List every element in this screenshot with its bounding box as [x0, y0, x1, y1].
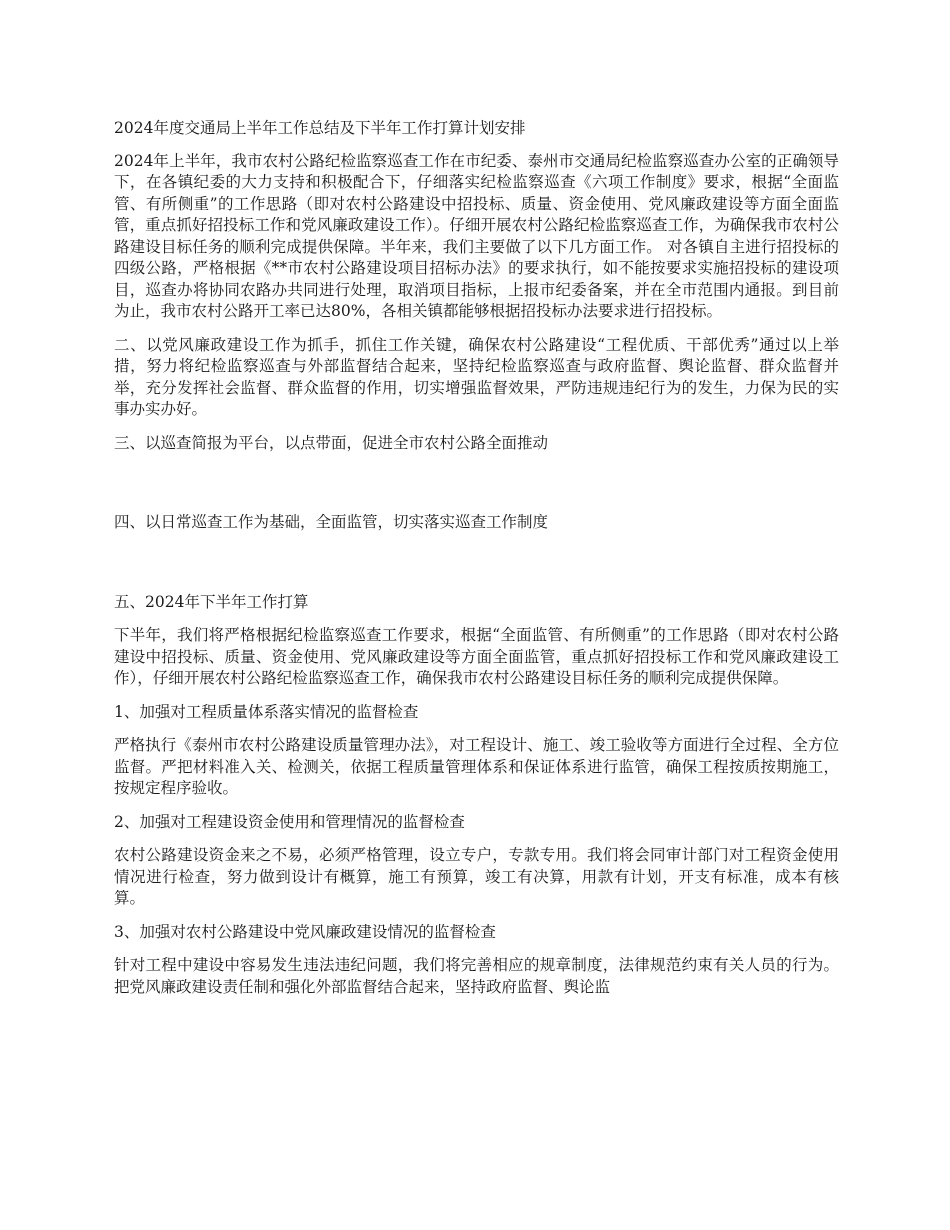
blank-space: [114, 466, 839, 512]
paragraph-item-2: 农村公路建设资金来之不易，必须严格管理，设立专户，专款专用。我们将会同审计部门对工程资金使用情况进行检查，努力做到设计有概算，施工有预算，竣工有决算，用款有计划，开支有标准，成本有核算。: [114, 846, 839, 907]
heading-item-3: 3、加强对农村公路建设中党风廉政建设情况的监督检查: [114, 922, 496, 941]
document-page: [114, 118, 839, 1010]
paragraph-section-2: 二、以党风廉政建设工作为抓手，抓住工作关键，确保农村公路建设“工程优质、干部优秀”通过以上举措，努力将纪检监察巡查与外部监督结合起来，坚持纪检监察巡查与政府监督、舆论监督、群众监督并举，充分发挥社会监督、群众监督的作用，切实增强监督效果，严防违规违纪行为的发生，力保为民的实事办实办好。: [114, 335, 839, 418]
heading-section-4: 四、以日常巡查工作为基础，全面监管，切实落实巡查工作制度: [114, 513, 549, 531]
heading-item-1: 1、加强对工程质量体系落实情况的监督检查: [114, 702, 419, 721]
blank-space: [114, 546, 839, 592]
paragraph-item-3: 针对工程中建设中容易发生违法违纪问题，我们将完善相应的规章制度，法律规范约束有关人员的行为。把党风廉政建设责任制和强化外部监督结合起来，坚持政府监督、舆论监: [114, 956, 839, 996]
paragraph-second-half-plan: 下半年，我们将严格根据纪检监察巡查工作要求，根据“全面监管、有所侧重”的工作思路（即对农村公路建设中招投标、质量、资金使用、党风廉政建设等方面全面监管，重点抓好招投标工作和党风廉政建设工作），仔细开展农村公路纪检监察巡查工作，确保我市农村公路建设目标任务的顺利完成提供保障。: [114, 626, 839, 687]
paragraph-intro: 2024年上半年，我市农村公路纪检监察巡查工作在市纪委、泰州市交通局纪检监察巡查办公室的正确领导下，在各镇纪委的大力支持和积极配合下，仔细落实纪检监察巡查《六项工作制度》要求，根据“全面监管、有所侧重”的工作思路（即对农村公路建设中招投标、质量、资金使用、党风廉政建设等方面全面监管，重点抓好招投标工作和党风廉政建设工作）。仔细开展农村公路纪检监察巡查工作，为确保我市农村公路建设目标任务的顺利完成提供保障。半年来，我们主要做了以下几方面工作。 对各镇自主进行招投标的四级公路，严格根据《**市农村公路建设项目招标办法》的要求执行，如不能按要求实施招投标的建设项目，巡查办将协同农路办共同进行处理，取消项目指标，上报市纪委备案，并在全市范围内通报。到目前为止，我市农村公路开工率已达80%，各相关镇都能够根据招投标办法要求进行招投标。: [114, 151, 839, 320]
heading-section-3: 三、以巡查简报为平台，以点带面，促进全市农村公路全面推动: [114, 433, 549, 452]
heading-section-5: 五、2024年下半年工作打算: [114, 592, 309, 611]
heading-item-2: 2、加强对工程建设资金使用和管理情况的监督检查: [114, 812, 465, 831]
paragraph-item-1: 严格执行《泰州市农村公路建设质量管理办法》，对工程设计、施工、竣工验收等方面进行全过程、全方位监督。严把材料准入关、检测关，依据工程质量管理体系和保证体系进行监管，确保工程按质按期施工，按规定程序验收。: [114, 736, 839, 797]
document-title: 2024年度交通局上半年工作总结及下半年工作打算计划安排: [114, 119, 526, 137]
